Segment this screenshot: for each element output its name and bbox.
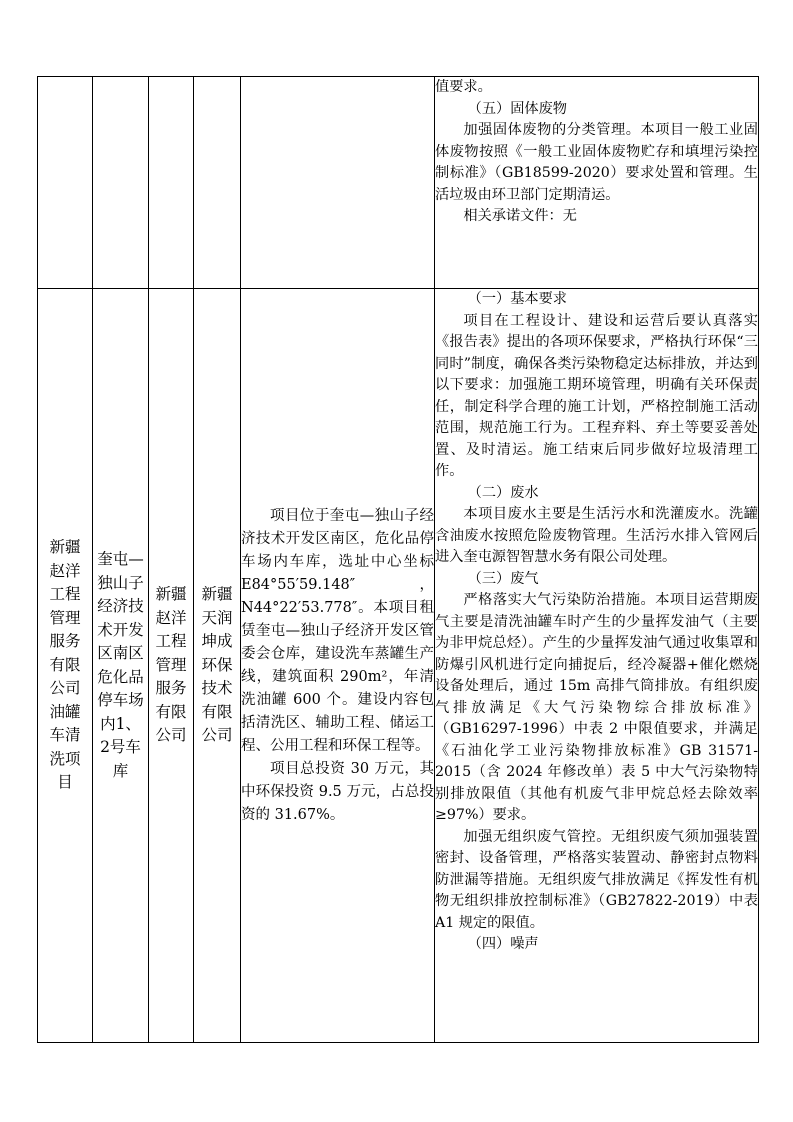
builder-cell (149, 289, 194, 1043)
section-heading: （四）噪声 (467, 936, 539, 952)
requirement-paragraph: 项目在工程设计、建设和运营后要认真落实《报告表》提出的各项环保要求，严格执行环保“三同时”制度，确保各类污染物稳定达标排放，并达到以下要求：加强施工期环境管理，明确有关环保责任，制定科学合理的施工计划，严格控制施工活动范围，规范施工行为。工程弃料、弃土等要妥善处置、及时清运。施工结束后同步做好垃圾清理工作。 (435, 312, 758, 479)
requirement-paragraph: 相关承诺文件：无 (463, 208, 577, 224)
requirement-paragraph: 值要求。 (435, 79, 492, 95)
description-cell (241, 289, 435, 1043)
requirement-paragraph: 本项目废水主要是生活污水和洗灌废水。洗罐含油废水按照危险废物管理。生活污水排入管网后进入奎屯源智智慧水务有限公司处理。 (435, 506, 758, 565)
project-name-cell (38, 289, 93, 1043)
description-cell (241, 77, 435, 289)
project-name: 新疆赵洋工程管理服务有限公司油罐车清洗项目 (49, 538, 81, 792)
location-cell (93, 289, 149, 1043)
project-name-cell (38, 77, 93, 289)
requirement-paragraph: 加强无组织废气管控。无组织废气须加强装置密封、设备管理，严格落实装置动、静密封点物料防泄漏等措施。无组织废气排放满足《挥发性有机物无组织排放控制标准》（GB27822-2019）中表 A1 规定的限值。 (435, 828, 758, 931)
section-heading: （二）废水 (467, 484, 539, 501)
table-row (38, 77, 759, 289)
eia-unit: 新疆天润坤成环保技术有限公司 (201, 585, 233, 745)
requirement-paragraph: 严格落实大气污染防治措施。本项目运营期废气主要是清洗油罐车时产生的少量挥发油气（主要为非甲烷总烃）。产生的少量挥发油气通过收集罩和防爆引风机进行定向捕捉后，经冷凝器+催化燃烧设备处理后，通过 15m 高排气筒排放。有组织废气排放满足《大气污染物综合排放标准》（GB16297-1996）中表 2 中限值要求，并满足《石油化学工业污染物排放标准》GB 31571-2015（含 2024 年修改单）表 5 中大气污染物特别排放限值（其他有机废气非甲烷总烃去除效率≥97%）要求。 (435, 592, 758, 823)
project-location: 奎屯—独山子经济技术开发区南区危化品停车场内1、2号车库 (97, 550, 144, 780)
builder-cell (149, 77, 194, 289)
table-row (38, 289, 759, 1043)
eia-unit-cell (194, 77, 241, 289)
construction-unit: 新疆赵洋工程管理服务有限公司 (155, 585, 187, 745)
requirements-text (435, 77, 758, 228)
requirements-cell (435, 77, 759, 289)
section-heading: （一）基本要求 (467, 291, 567, 307)
requirements-text (435, 289, 758, 956)
eia-unit-cell (194, 289, 241, 1043)
description-paragraph: 项目总投资 30 万元，其中环保投资 9.5 万元，占总投资的 31.67%。 (241, 760, 434, 823)
section-heading: （五）固体废物 (467, 100, 567, 117)
requirement-paragraph: 加强固体废物的分类管理。本项目一般工业固体废物按照《一般工业固体废物贮存和填埋污染控制标准》（GB18599-2020）要求处置和管理。生活垃圾由环卫部门定期清运。 (435, 122, 758, 203)
location-cell (93, 77, 149, 289)
description-paragraph: 项目位于奎屯—独山子经济技术开发区南区，危化品停车场内车库，选址中心坐标 E84°55′59.148″，N44°22′53.778″。本项目租赁奎屯—独山子经济开发区管委会仓库，建设洗车蒸罐生产线，建筑面积 290m²，年清洗油罐 600 个。建设内容包括清洗区、辅助工程、储运工程、公用工程和环保工程等。 (241, 507, 434, 754)
approval-table (37, 76, 759, 1043)
section-heading: （三）废气 (467, 570, 539, 587)
requirements-cell (435, 289, 759, 1043)
